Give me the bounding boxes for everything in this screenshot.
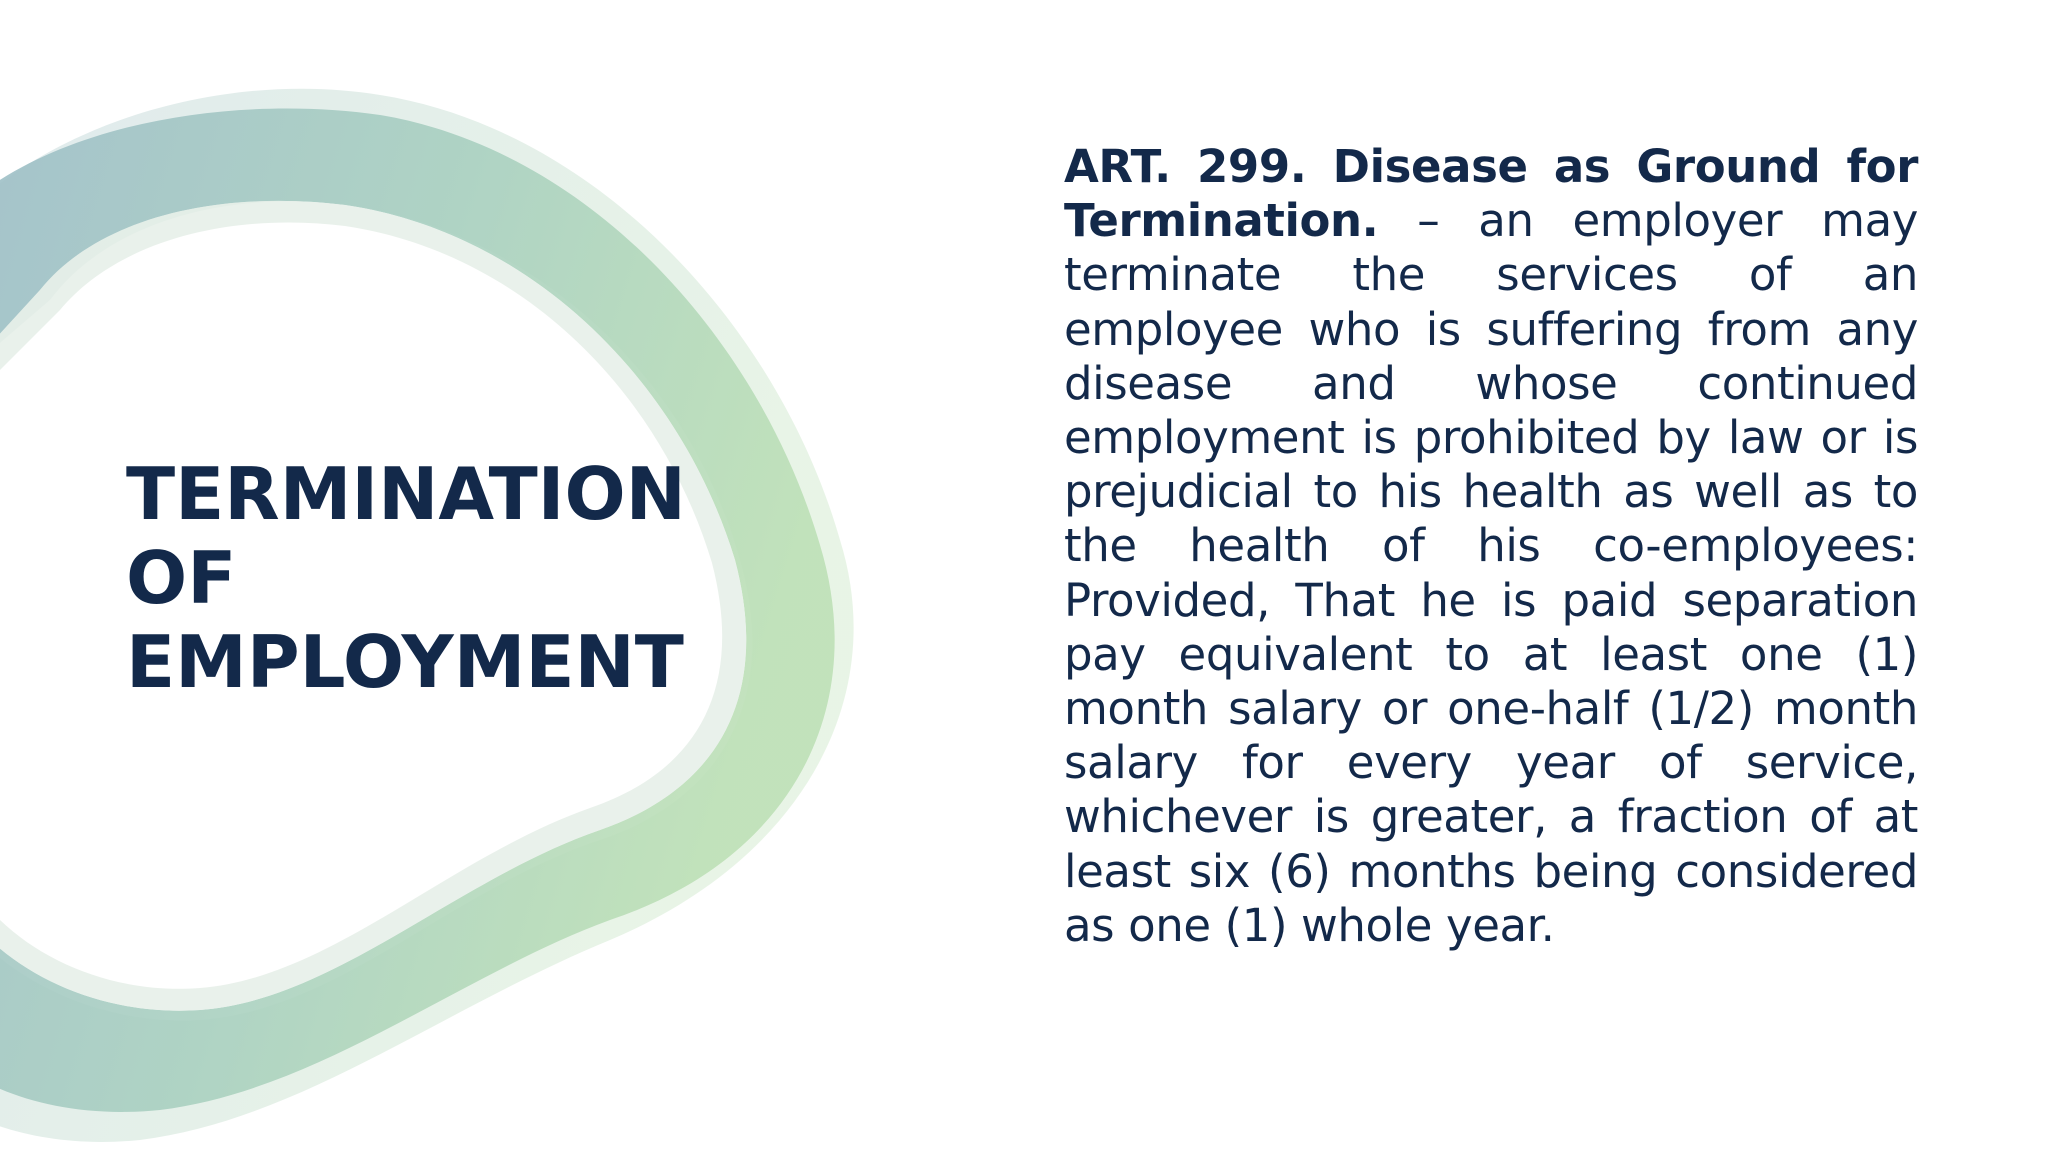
slide-title [126, 452, 726, 704]
title-line-3: EMPLOYMENT [126, 620, 684, 704]
title-line-2: OF [126, 536, 237, 620]
article-body: – an employer may terminate the services of an employee who is suffering from any disease and whose continued employment is prohibited by law or is prejudicial to his health as well as to the health of his co-employees: Provided, That he is paid separation pay equivalent to at least one (1) month salary or one-half (1/2) month salary for every year of service, whichever is greater, a fraction of at least six (6) months being considered as one (1) whole year. [1064, 194, 1918, 952]
article-heading: ART. 299. Disease as Ground for Termination. [1064, 140, 1918, 248]
article-text [1064, 140, 1918, 953]
title-line-1: TERMINATION [126, 452, 686, 536]
